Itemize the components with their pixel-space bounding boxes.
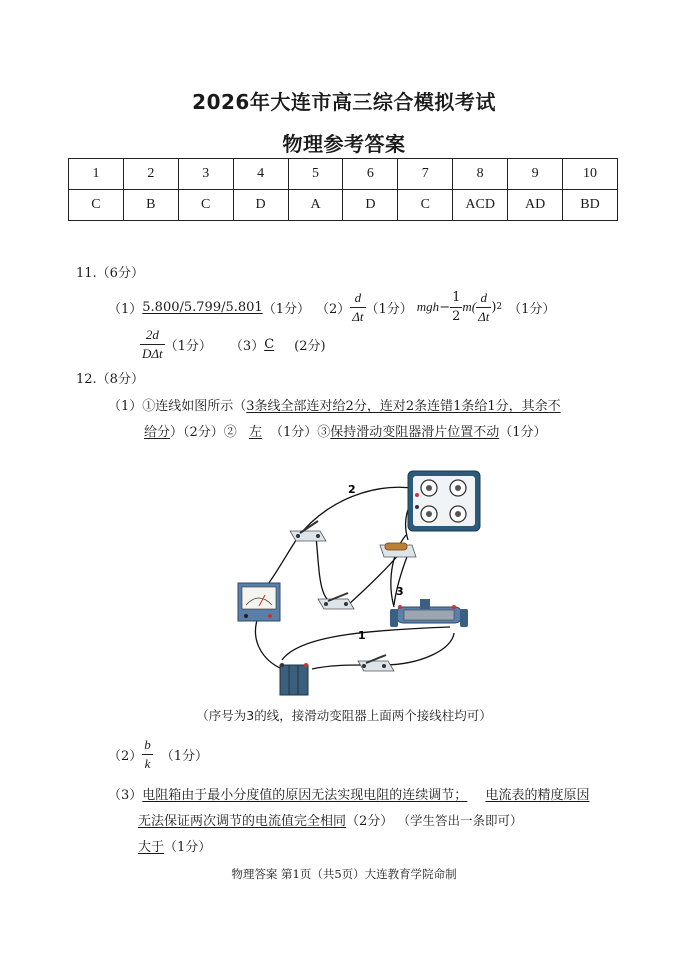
answer-table	[68, 158, 618, 221]
q12-part3-label: （3）	[108, 788, 143, 803]
fraction-denominator: 2	[452, 308, 461, 324]
q11-score2: （1分）	[365, 301, 413, 317]
q12-part2	[108, 732, 208, 776]
q11-fraction-half	[450, 289, 462, 326]
page-footer: 物理答案 第1页（共5页）大连教育学院命制	[231, 867, 457, 881]
switch-top	[290, 521, 326, 541]
answer-choice: ACD	[453, 190, 508, 221]
fraction-denominator: Δt	[352, 308, 364, 324]
answer-number: 1	[69, 159, 124, 190]
q12-part2-score: （1分）	[160, 748, 209, 764]
wire	[312, 665, 362, 669]
answer-number: 9	[508, 159, 563, 190]
fraction-numerator: d	[476, 289, 491, 308]
q12-score-b: （1分）③	[269, 425, 331, 440]
q12-part3-line1	[108, 784, 589, 803]
wire-label: 1	[358, 629, 366, 642]
rheostat	[390, 599, 468, 627]
q11-part3-answer: C	[264, 336, 275, 352]
q12-heading: 12.（8分）	[76, 372, 144, 387]
q11-part3-label: （3）	[229, 338, 265, 354]
wire-label: 2	[348, 483, 356, 496]
wire	[382, 633, 454, 665]
answer-number: 2	[123, 159, 178, 190]
answer-number: 7	[398, 159, 453, 190]
q11-expr-m: m(	[462, 299, 477, 314]
ammeter	[238, 583, 280, 621]
switch-middle	[318, 593, 354, 609]
q12-line1	[108, 395, 561, 414]
q12-score-a: ）（2分）②	[170, 425, 237, 440]
q12-line2	[144, 421, 547, 440]
answer-choice: AD	[508, 190, 563, 221]
q12-part3-last-score: （1分）	[164, 840, 212, 855]
q12-part3-reason2-end: 无法保证两次调节的电流值完全相同	[138, 814, 347, 829]
q12-grading-rule-end: 给分	[144, 425, 171, 440]
circuit-diagram	[220, 465, 490, 705]
fraction-numerator: b	[142, 736, 153, 755]
wire-label: 3	[396, 585, 404, 598]
fraction-numerator: 1	[450, 289, 462, 308]
battery	[280, 663, 308, 695]
q11-expr-close: )	[491, 299, 497, 315]
q11-score4: （1分）	[164, 338, 212, 354]
q11-part1-answer: 5.800/5.799/5.801	[142, 299, 263, 315]
q12-part2-label: （2）	[108, 748, 143, 764]
fraction-denominator: Δt	[478, 308, 490, 324]
answer-number: 8	[453, 159, 508, 190]
q11-heading: 11.（6分）	[76, 266, 144, 281]
q12-part3-reason2: 电流表的精度原因	[485, 788, 590, 803]
q12-fraction-b-k	[142, 736, 153, 773]
switch-bottom	[358, 655, 394, 671]
answer-number: 10	[563, 159, 618, 190]
q11-expr-square: 2	[496, 302, 503, 312]
answer-title: 物理参考答案	[282, 132, 406, 156]
fraction-numerator: d	[350, 289, 365, 308]
answer-choice: D	[343, 190, 398, 221]
q11-expr-minus: −	[439, 299, 451, 315]
answer-choice: A	[288, 190, 343, 221]
diagram-caption: （序号为3的线，接滑动变阻器上面两个接线柱均可）	[196, 708, 492, 723]
resistance-box	[408, 471, 480, 531]
wire-1	[282, 627, 450, 660]
answer-choice: D	[233, 190, 288, 221]
answer-number: 4	[233, 159, 288, 190]
q11-fraction-d-dt	[350, 289, 365, 326]
answer-choice: BD	[563, 190, 618, 221]
q12-part3-score: （2分）	[346, 814, 394, 829]
q11-score5: (2分)	[294, 338, 326, 354]
q11-part2-label: （2）	[315, 301, 351, 317]
q12-part3-reason1: 电阻箱由于最小分度值的原因无法实现电阻的连续调节；	[142, 788, 468, 803]
q12-part3-answer-greater: 大于	[138, 840, 165, 855]
q11-score3: （1分）	[508, 301, 556, 317]
q12-score-c: （1分）	[499, 425, 547, 440]
answer-table-numbers-row	[69, 159, 618, 190]
answer-choice: C	[178, 190, 233, 221]
fraction-denominator: DΔt	[142, 345, 163, 361]
answer-number: 6	[343, 159, 398, 190]
fixed-resistor	[380, 543, 416, 557]
answer-choice: B	[123, 190, 178, 221]
fraction-numerator: 2d	[140, 326, 165, 345]
fraction-denominator: k	[144, 755, 151, 771]
answer-choice: C	[398, 190, 453, 221]
q11-score1: （1分）	[262, 301, 310, 317]
q12-part3-note: （学生答出一条即可）	[397, 813, 523, 828]
q12-part1-intro: （1）①连线如图所示（	[108, 399, 247, 414]
answer-number: 3	[178, 159, 233, 190]
answer-number: 5	[288, 159, 343, 190]
answer-table-answers-row	[69, 190, 618, 221]
answer-choice: C	[69, 190, 124, 221]
q12-part3-line2	[138, 810, 522, 829]
q11-line2	[140, 322, 326, 366]
q11-fraction-2d	[140, 326, 165, 363]
q11-expr-mgh: mgh	[416, 299, 440, 314]
q12-answer-keep-slider: 保持滑动变阻器滑片位置不动	[330, 425, 500, 440]
wire	[255, 617, 282, 669]
exam-title: 2026年大连市高三综合模拟考试	[192, 90, 496, 114]
wire	[316, 537, 340, 605]
q12-grading-rule: 3条线全部连对给2分，连对2条连错1条给1分，其余不	[246, 399, 561, 414]
q12-answer-left: 左	[248, 425, 262, 440]
q11-part1-label: （1）	[108, 301, 143, 317]
q11-fraction-d-dt-2	[476, 289, 491, 326]
q12-part3-line3	[138, 836, 211, 855]
